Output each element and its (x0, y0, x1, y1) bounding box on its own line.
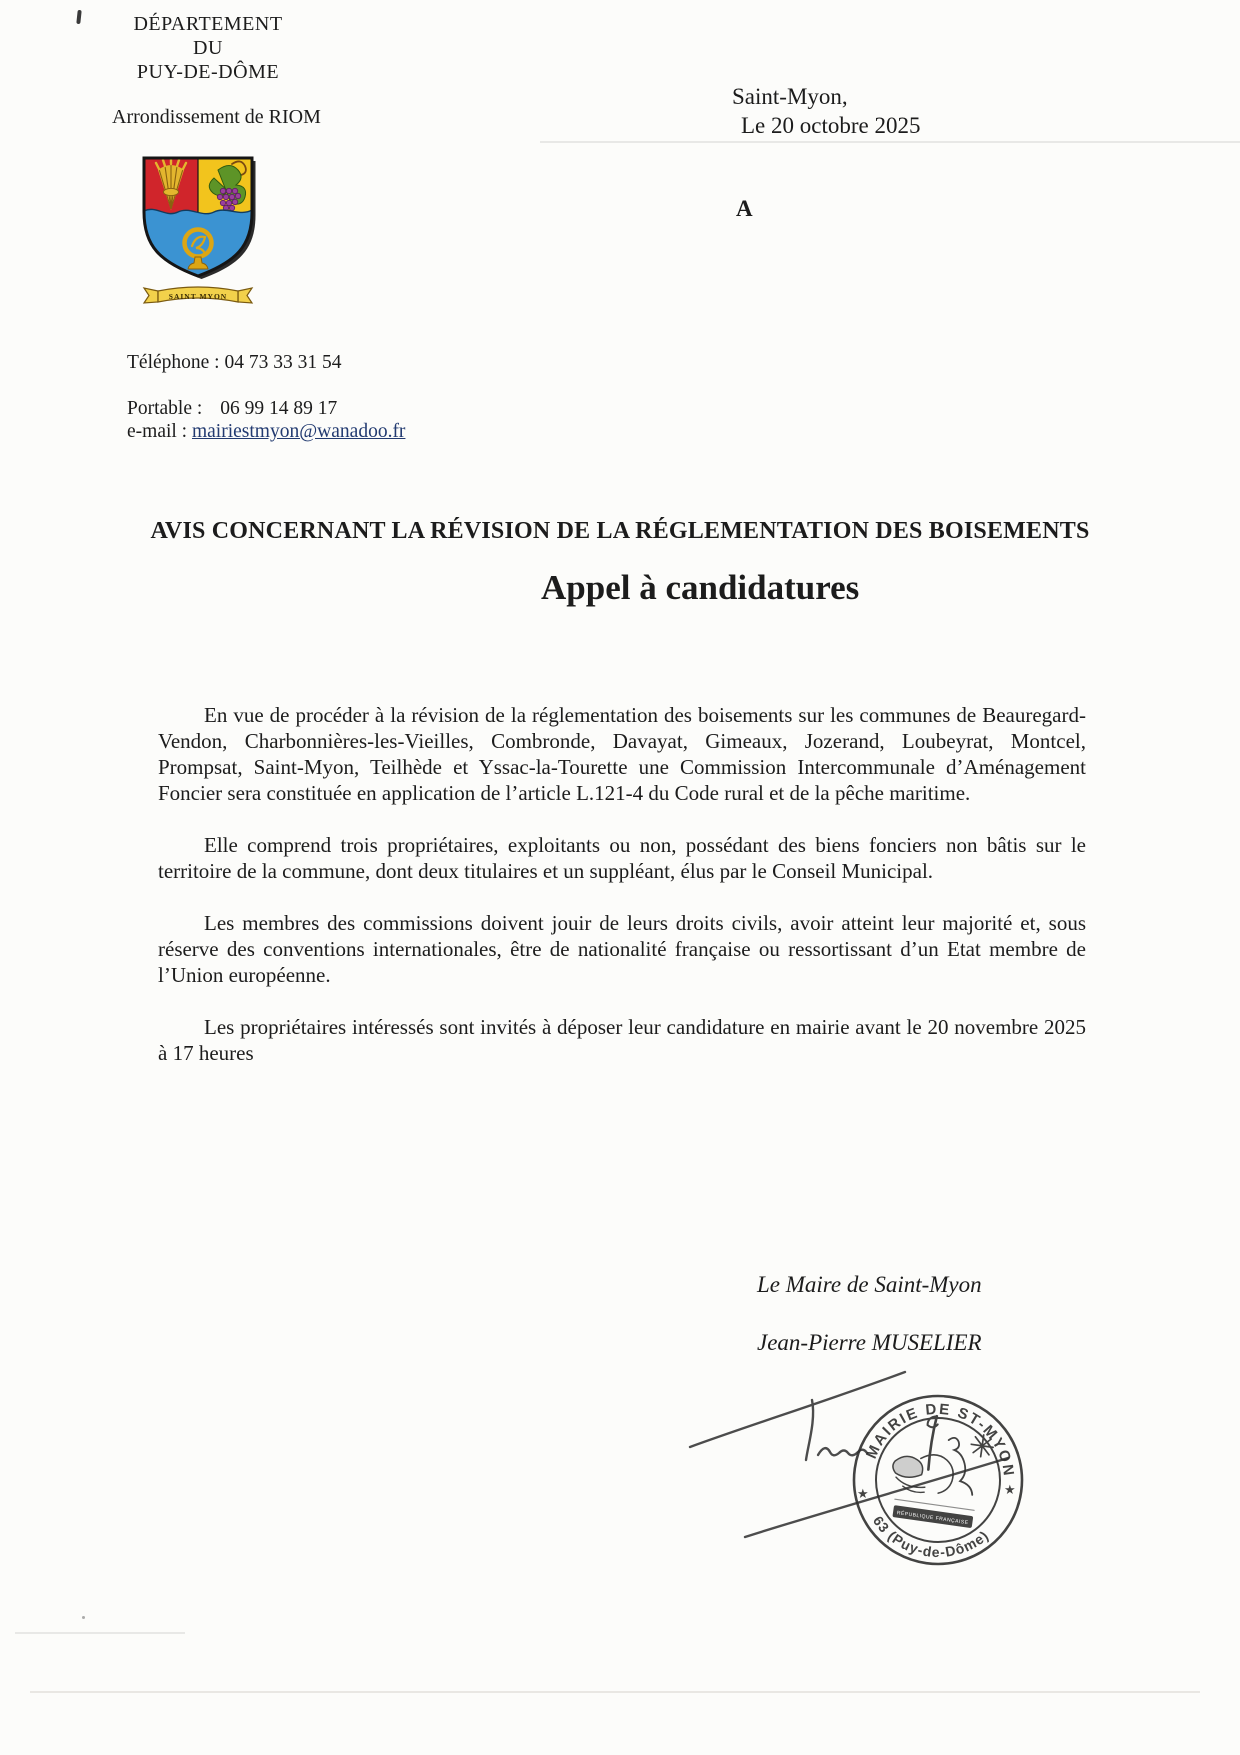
paragraph-3: Les membres des commissions doivent jouir de leurs droits civils, avoir atteint leur majorité et, sous réserve des conventions internationales, être de nationalité française ou ressortissant d’un Etat membre de l’Union européenne. (158, 911, 1086, 987)
stamp-star-right-icon: ★ (1004, 1482, 1016, 1497)
signature-role: Le Maire de Saint-Myon (757, 1272, 982, 1297)
department-line-3: PUY-DE-DÔME (136, 61, 280, 83)
stamp-top-text: MAIRIE DE ST-MYON (862, 1400, 1018, 1479)
stamp-center-text: RÉPUBLIQUE FRANÇAISE (896, 1510, 969, 1527)
dateline-place: Saint-Myon, (732, 84, 848, 109)
paragraph-4: Les propriétaires intéressés sont invités à déposer leur candidature en mairie avant le 20 novembre 2025 à 17 heures (158, 1015, 1086, 1065)
telephone-line: Téléphone : 04 73 33 31 54 (127, 352, 342, 373)
svg-text:MAIRIE DE ST-MYON (862, 1391, 1026, 1481)
body-text (158, 702, 1086, 1092)
signature-name: Jean-Pierre MUSELIER (757, 1330, 982, 1355)
signature-and-stamp (660, 1355, 1060, 1590)
portable-label: Portable : (127, 398, 203, 419)
email-line (127, 421, 405, 443)
email-link[interactable]: mairiestmyon@wanadoo.fr (191, 421, 406, 442)
paragraph-2: Elle comprend trois propriétaires, exploitants ou non, possédant des biens fonciers non bâtis sur le territoire de la commune, dont deux titulaires et un suppléant, élus par le Conseil Municipal. (158, 833, 1086, 883)
scan-artifact-streak (540, 141, 1240, 143)
department-line-2: DU (193, 37, 223, 59)
scan-artifact-speck (82, 1616, 85, 1619)
scan-artifact-mark (76, 10, 81, 24)
department-line-1: DÉPARTEMENT (133, 13, 283, 35)
dateline (732, 82, 920, 140)
stamp-bottom-text: 63 (Puy-de-Dôme) (869, 1513, 992, 1561)
email-label: e-mail : (127, 421, 188, 442)
notice-subtitle: Appel à candidatures (541, 568, 860, 607)
arrondissement-label: Arrondissement de RIOM (112, 106, 321, 128)
name-banner (144, 287, 252, 303)
portable-line (127, 397, 337, 421)
scan-artifact-streak (30, 1691, 1200, 1693)
paragraph-1: En vue de procéder à la révision de la réglementation des boisements sur les communes de Beauregard-Vendon, Charbonnières-les-Vieilles, Combronde, Davayat, Gimeaux, Jozerand, Loubeyrat, Montcel, Prompsat, Saint-Myon, Teilhède et Yssac-la-Tourette une Commission Intercommunale d’Aménagement Foncier sera constituée en application de l’article L.121-4 du Code rural et de la pêche maritime. (158, 703, 1086, 805)
addressee-letter: A (736, 196, 753, 221)
scan-artifact-streak (15, 1632, 185, 1634)
blue-base (144, 209, 252, 281)
portable-number: 06 99 14 89 17 (220, 398, 338, 419)
stamp-star-left-icon: ★ (857, 1486, 869, 1501)
notice-title: AVIS CONCERNANT LA RÉVISION DE LA RÉGLEMENTATION DES BOISEMENTS (150, 518, 1090, 544)
department-header (106, 12, 310, 84)
banner-text: SAINT MYON (168, 292, 228, 301)
dateline-date: Le 20 octobre 2025 (741, 113, 921, 138)
shield-field (144, 158, 252, 281)
coat-of-arms (136, 150, 260, 310)
